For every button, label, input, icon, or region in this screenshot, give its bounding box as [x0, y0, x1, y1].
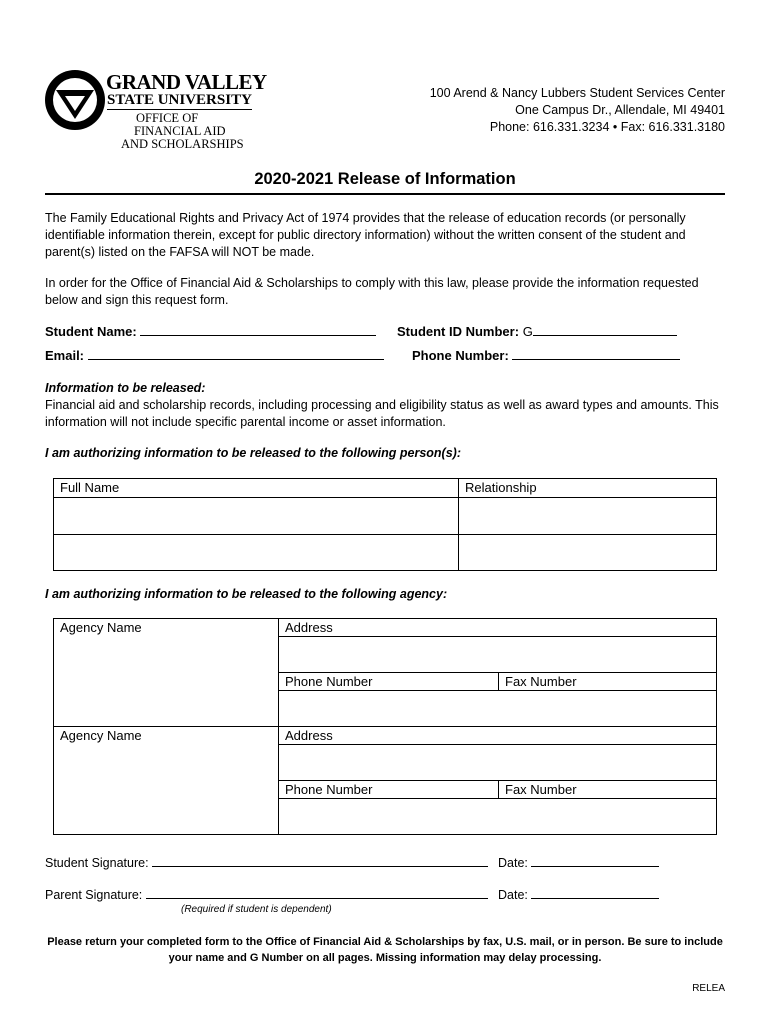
persons-heading: I am authorizing information to be released to the following person(s):: [45, 446, 461, 460]
agency-heading: I am authorizing information to be released to the following agency:: [45, 587, 448, 601]
instructions-paragraph: In order for the Office of Financial Aid & Scholarships to comply with this law, please provide the information requested below and sign this request form.: [45, 276, 699, 307]
form-code: RELEA: [692, 983, 725, 994]
phone-fax-cell-1[interactable]: [279, 691, 717, 727]
fax-label-2: Fax Number: [499, 781, 717, 799]
office-address: [430, 85, 725, 136]
student-id-field[interactable]: [397, 323, 677, 339]
phone-input[interactable]: [512, 347, 680, 360]
return-instructions: Please return your completed form to the Office of Financial Aid & Scholarships by fax, U.S. mail, or in person. Be sure to include your name and G Number on all pages. Missing information may delay processing.: [47, 936, 723, 964]
gvsu-seal-icon: [44, 69, 106, 131]
phone-label-1: Phone Number: [279, 673, 499, 691]
logo-line-3: OFFICE OF: [136, 111, 199, 125]
logo-line-1: GRAND VALLEY: [106, 70, 267, 94]
phone-field[interactable]: [412, 347, 680, 363]
agency-name-cell-2[interactable]: [54, 727, 279, 835]
parent-signature-field[interactable]: [45, 886, 488, 902]
logo-line-2: STATE UNIVERSITY: [107, 92, 252, 108]
email-label: Email:: [45, 348, 85, 363]
student-signature-field[interactable]: [45, 854, 488, 870]
student-id-prefix: G: [522, 324, 533, 339]
title-rule: [45, 193, 725, 195]
fax-label-1: Fax Number: [499, 673, 717, 691]
student-date-field[interactable]: [498, 854, 659, 870]
parent-date-label: Date:: [498, 888, 528, 902]
address-label-2: Address: [279, 727, 717, 745]
signature-note: (Required if student is dependent): [181, 904, 332, 915]
agency-table: [53, 618, 717, 835]
info-text: Financial aid and scholarship records, including processing and eligibility status as well as award types and amounts. This information will not include specific parental income or asset information.: [45, 398, 719, 429]
full-name-header: Full Name: [54, 479, 459, 498]
student-name-input[interactable]: [140, 323, 376, 336]
student-date-label: Date:: [498, 856, 528, 870]
address-label-1: Address: [279, 619, 717, 637]
email-field[interactable]: [45, 347, 384, 363]
page-title: 2020-2021 Release of Information: [254, 170, 516, 188]
student-name-field[interactable]: [45, 323, 376, 339]
ferpa-paragraph: The Family Educational Rights and Privacy Act of 1974 provides that the release of education records (or personally identifiable information therein, except for public directory information) without the written consent of the student and parent(s) listed on the FAFSA will NOT be made.: [45, 211, 686, 259]
parent-signature-input[interactable]: [146, 886, 488, 899]
address-line-1: 100 Arend & Nancy Lubbers Student Services Center: [429, 86, 725, 100]
relationship-cell-1[interactable]: [459, 498, 717, 535]
relationship-header: Relationship: [459, 479, 717, 498]
phone-label: Phone Number:: [412, 348, 509, 363]
gvsu-logo: [44, 68, 267, 152]
student-signature-input[interactable]: [152, 854, 488, 867]
full-name-cell-2[interactable]: [54, 535, 459, 571]
phone-fax-cell-2[interactable]: [279, 799, 717, 835]
address-cell-1[interactable]: [279, 637, 717, 673]
student-id-label: Student ID Number:: [397, 324, 520, 339]
student-id-input[interactable]: [533, 323, 677, 336]
relationship-cell-2[interactable]: [459, 535, 717, 571]
full-name-cell-1[interactable]: [54, 498, 459, 535]
logo-line-4: FINANCIAL AID: [134, 124, 226, 138]
address-line-3: Phone: 616.331.3234 • Fax: 616.331.3180: [489, 120, 725, 134]
parent-date-input[interactable]: [531, 886, 659, 899]
agency-name-label-1: Agency Name: [60, 620, 142, 635]
parent-signature-label: Parent Signature:: [45, 888, 143, 902]
agency-name-label-2: Agency Name: [60, 728, 142, 743]
parent-date-field[interactable]: [498, 886, 659, 902]
student-date-input[interactable]: [531, 854, 659, 867]
address-line-2: One Campus Dr., Allendale, MI 49401: [515, 103, 725, 117]
agency-name-cell-1[interactable]: [54, 619, 279, 727]
logo-line-5: AND SCHOLARSHIPS: [121, 137, 244, 151]
info-heading: Information to be released:: [45, 381, 206, 395]
persons-table: [53, 478, 717, 571]
student-name-label: Student Name:: [45, 324, 137, 339]
email-input[interactable]: [88, 347, 384, 360]
student-signature-label: Student Signature:: [45, 856, 149, 870]
address-cell-2[interactable]: [279, 745, 717, 781]
phone-label-2: Phone Number: [279, 781, 499, 799]
